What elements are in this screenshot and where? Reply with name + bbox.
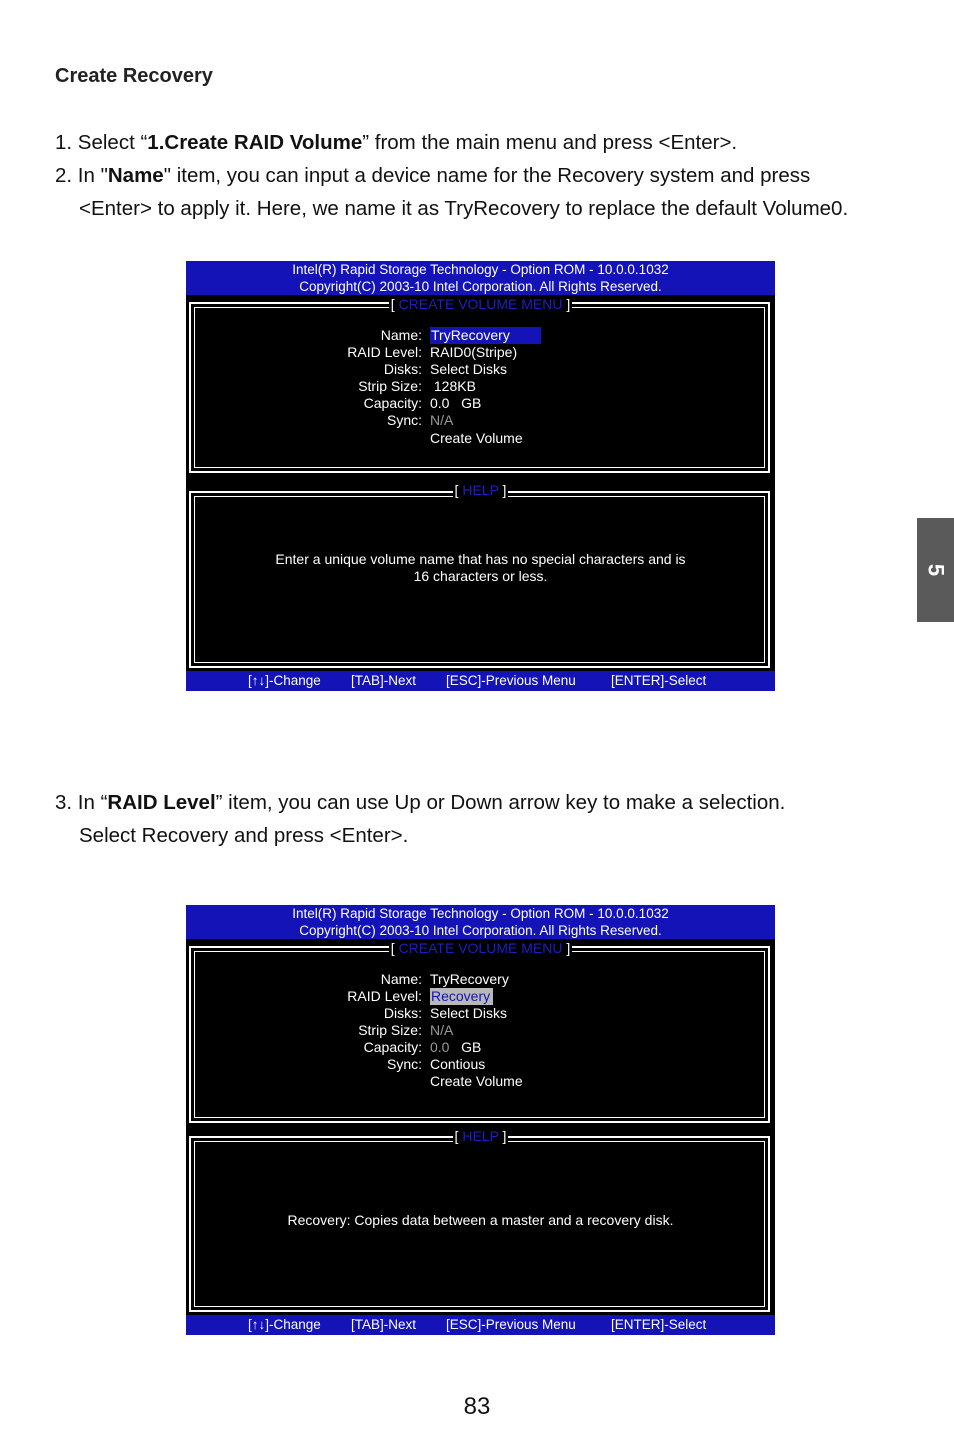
field-disks[interactable]: Disks: Select Disks (383, 1005, 508, 1021)
create-volume-menu-title: [ CREATE VOLUME MENU ] (390, 296, 571, 312)
field-disks[interactable]: Disks: Select Disks (383, 361, 508, 377)
field-raid-level[interactable]: RAID Level: Recovery (186, 988, 775, 1005)
bios-header: Intel(R) Rapid Storage Technology - Option ROM - 10.0.0.1032 Copyright(C) 2003-10 Intel Corporation. All Rights Reserved. (186, 905, 775, 939)
field-strip-size[interactable]: Strip Size: 128KB (358, 378, 476, 394)
field-sync[interactable]: Sync: Contious (386, 1056, 486, 1072)
footer-previous-menu: [ESC]-Previous Menu (446, 673, 576, 688)
footer-select: [ENTER]-Select (611, 673, 707, 688)
help-title: [ HELP ] (454, 482, 507, 498)
page-number: 83 (463, 1393, 491, 1420)
field-name[interactable]: Name: TryRecovery (186, 327, 775, 344)
help-text: Recovery: Copies data between a master and a recovery disk. (287, 1212, 674, 1228)
footer-select: [ENTER]-Select (611, 1317, 707, 1332)
footer-next: [TAB]-Next (351, 1317, 417, 1332)
create-volume-option[interactable]: Create Volume (430, 430, 523, 446)
footer-next: [TAB]-Next (351, 673, 417, 688)
bios-header: Intel(R) Rapid Storage Technology - Option ROM - 10.0.0.1032 Copyright(C) 2003-10 Intel Corporation. All Rights Reserved. (186, 261, 775, 295)
footer-change: [↑↓]-Change (248, 1317, 321, 1332)
field-name[interactable]: Name: TryRecovery (380, 971, 509, 987)
step-1: 1. Select “1.Create RAID Volume” from the main menu and press <Enter>. (55, 131, 738, 154)
help-title: [ HELP ] (454, 1128, 507, 1144)
field-strip-size: Strip Size: N/A (358, 1022, 454, 1038)
chapter-tab: 5 (917, 518, 954, 622)
step-3: 3. In “RAID Level” item, you can use Up or Down arrow key to make a selection. Select Recovery and press <Enter>. (55, 791, 786, 847)
bios-screen-2 (186, 905, 775, 1335)
bios-screen-1 (186, 261, 775, 691)
create-volume-menu-title: [ CREATE VOLUME MENU ] (390, 940, 571, 956)
field-capacity[interactable]: Capacity: 0.0 GB (363, 1039, 482, 1055)
field-sync: Sync: N/A (386, 412, 454, 428)
create-volume-option[interactable]: Create Volume (430, 1073, 523, 1089)
field-raid-level[interactable]: RAID Level: RAID0(Stripe) (347, 344, 518, 360)
field-capacity[interactable]: Capacity: 0.0 GB (363, 395, 482, 411)
footer-previous-menu: [ESC]-Previous Menu (446, 1317, 576, 1332)
footer-change: [↑↓]-Change (248, 673, 321, 688)
step-2: 2. In "Name" item, you can input a device name for the Recovery system and press <Enter> to apply it. Here, we name it as TryRecovery to replace the default Volume0. (55, 164, 849, 220)
help-text: Enter a unique volume name that has no special characters and is 16 characters or less. (275, 551, 686, 584)
bios-footer (186, 671, 775, 691)
section-heading: Create Recovery (55, 65, 213, 87)
bios-footer (186, 1315, 775, 1335)
